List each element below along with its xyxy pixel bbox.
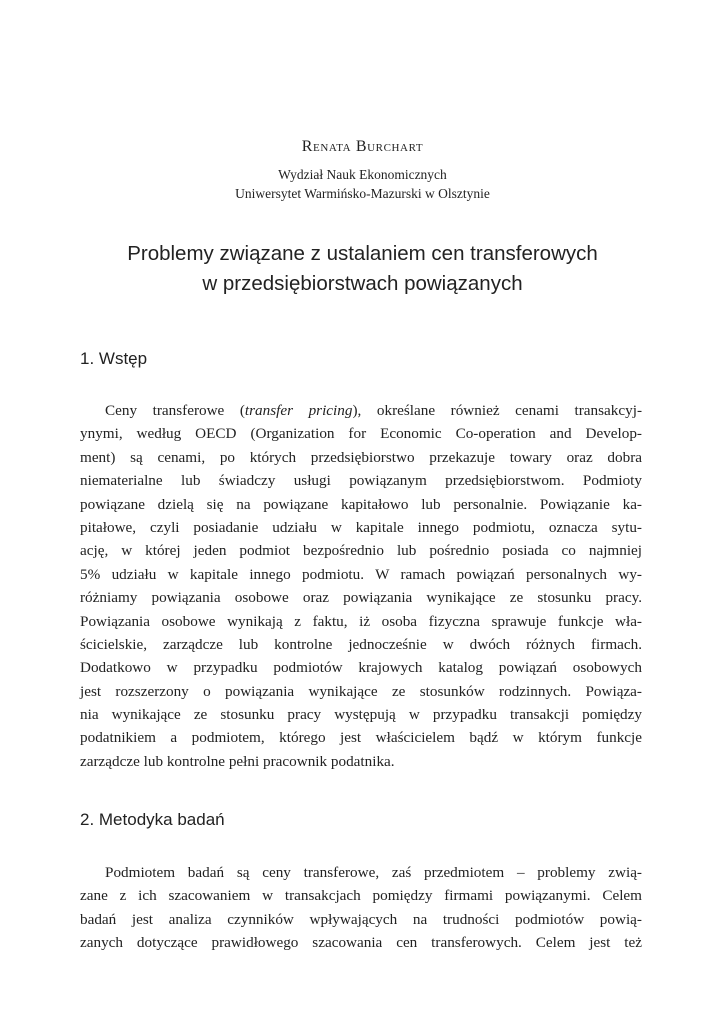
paragraph-line: 5% udziału w kapitale innego podmiotu. W ramach powiązań personalnych wy-	[80, 565, 642, 583]
affiliation-university: Uniwersytet Warmińsko-Mazurski w Olsztynie	[235, 186, 490, 201]
methodology-paragraph	[80, 861, 642, 955]
italic-term: transfer pricing	[244, 402, 353, 419]
paragraph-line: podatnikiem a podmiotem, którego jest właścicielem bądź w którym funkcje	[80, 729, 642, 747]
paragraph-line: Podmiotem badań są ceny transferowe, zaś przedmiotem – problemy zwią-	[105, 864, 642, 881]
paragraph-line: nia wynikające ze stosunku pracy występują w przypadku transakcji pomiędzy	[80, 706, 642, 724]
section-heading-introduction: 1. Wstęp	[80, 349, 148, 368]
line-text: Ceny transferowe (	[105, 402, 245, 419]
paragraph-line: ację, w której jeden podmiot bezpośrednio lub pośrednio posiada co najmniej	[80, 542, 642, 560]
paragraph-line	[80, 399, 642, 422]
paragraph-line: zane z ich szacowaniem w transakcjach pomiędzy firmami powiązanymi. Celem	[80, 887, 642, 905]
paragraph-line: zarządcze lub kontrolne pełni pracownik podatnika.	[80, 752, 395, 770]
introduction-paragraph	[80, 399, 642, 773]
paragraph-line: powiązane dzielą się na powiązane kapitałowo lub personalnie. Powiązanie ka-	[80, 495, 642, 513]
paragraph-line: pitałowe, czyli posiadanie udziału w kapitale innego podmiotu, oznacza sytu-	[80, 518, 642, 536]
paragraph-line: niematerialne lub świadczy usługi powiązanym przedsiębiorstwom. Podmioty	[80, 472, 642, 490]
paper-title-line: w przedsiębiorstwach powiązanych	[202, 272, 523, 295]
paragraph-line: ynymi, według OECD (Organization for Economic Co-operation and Develop-	[80, 425, 642, 443]
paragraph-line: Powiązania osobowe wynikają z faktu, iż osoba fizyczna sprawuje funkcje wła-	[80, 612, 642, 630]
paper-title	[0, 239, 725, 299]
paragraph-line: Dodatkowo w przypadku podmiotów krajowych katalog powiązań osobowych	[80, 659, 642, 677]
author-name: Renata Burchart	[301, 138, 424, 155]
paragraph-line: jest rozszerzony o powiązania wynikające ze stosunków rodzinnych. Powiąza-	[80, 682, 642, 700]
paragraph-line: badań jest analiza czynników wpływających na trudności podmiotów powią-	[80, 910, 642, 928]
paper-title-line: Problemy związane z ustalaniem cen transferowych	[127, 242, 598, 265]
paragraph-line: ścicielskie, zarządcze lub kontrolne jednocześnie w dwóch różnych firmach.	[80, 635, 642, 653]
paragraph-line: ment) są cenami, po których przedsiębiorstwo przekazuje towary oraz dobra	[80, 448, 642, 466]
paragraph-line: różniamy powiązania osobowe oraz powiązania wynikające ze stosunku pracy.	[80, 589, 642, 607]
section-heading-methodology: 2. Metodyka badań	[80, 810, 225, 829]
paragraph-line: zanych dotyczące prawidłowego szacowania cen transferowych. Celem jest też	[80, 934, 642, 952]
affiliation-faculty: Wydział Nauk Ekonomicznych	[278, 167, 447, 182]
line-text: ), określane również cenami transakcyj-	[352, 402, 642, 419]
